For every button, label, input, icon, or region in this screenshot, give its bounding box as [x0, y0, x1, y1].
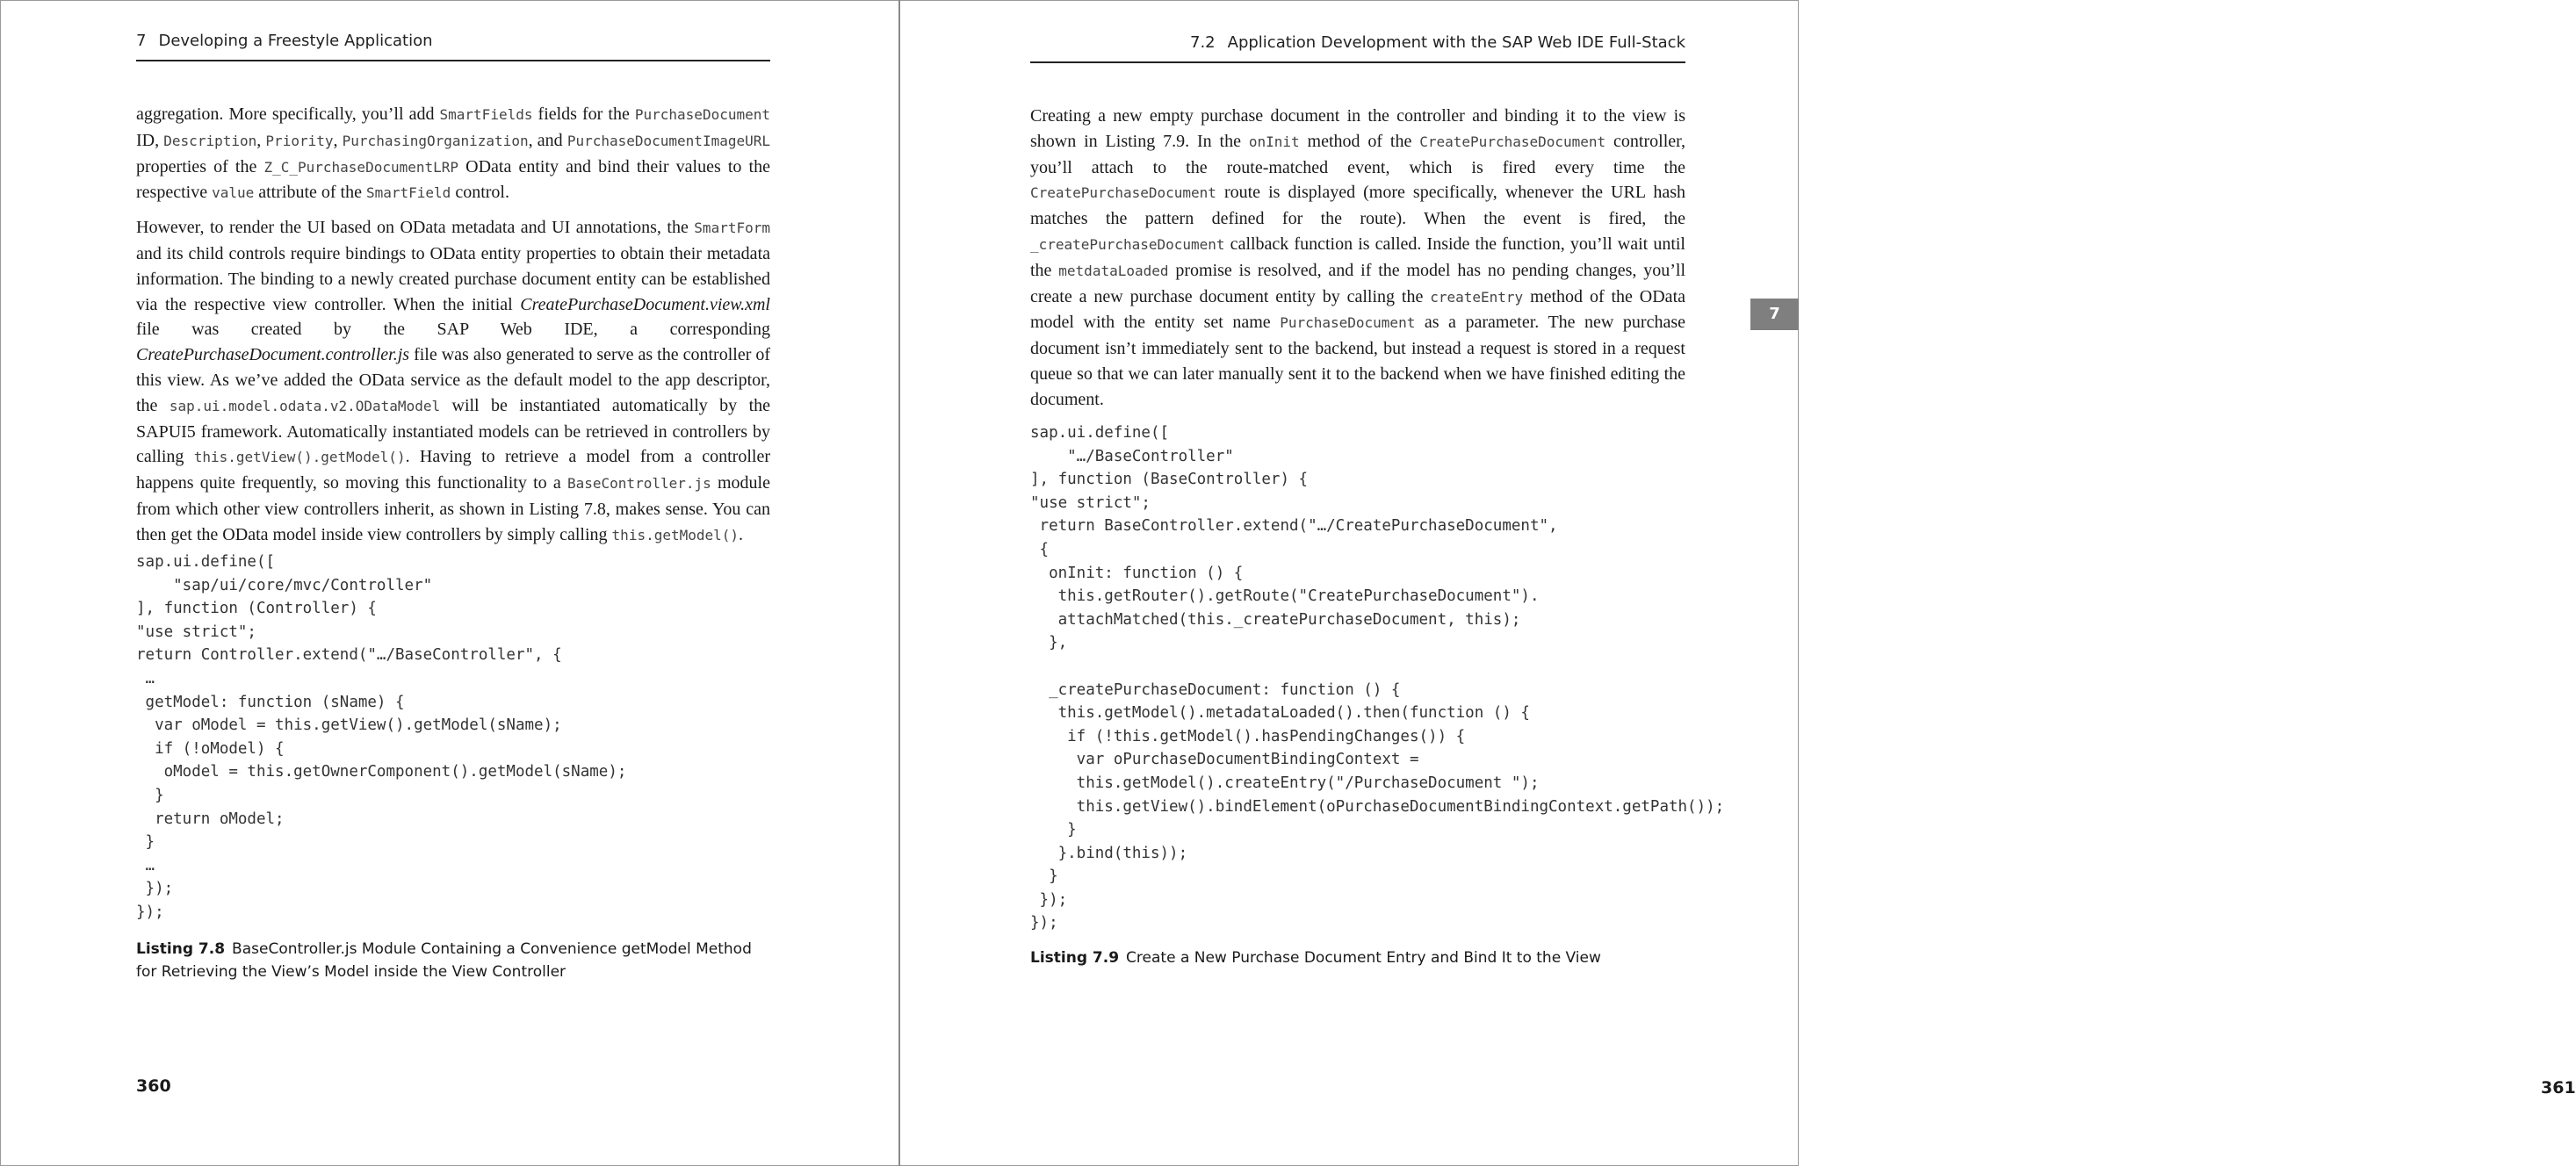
inline-code: Priority — [265, 132, 334, 149]
chapter-number: 7 — [136, 32, 147, 50]
text-run: file was also generated to serve as the controller of this view. As we’ve added the OData service as the default model to the app descriptor, the — [136, 345, 771, 415]
inline-code: PurchaseDocumentImageURL — [566, 132, 770, 149]
inline-code: PurchaseDocument — [634, 106, 770, 123]
running-header-right — [1030, 33, 1685, 63]
section-title: Application Development with the SAP Web IDE Full-Stack — [1227, 33, 1685, 52]
caption-label: Listing 7.8 — [136, 940, 226, 958]
text-run: file was created by the SAP Web IDE, a corresponding — [136, 320, 770, 340]
text-run: Creating a new empty purchase document in the controller and binding it to the view is shown in Listing 7.9. In the — [1030, 106, 1685, 151]
text-run: , — [333, 130, 343, 150]
inline-code: this.getModel() — [611, 526, 740, 543]
listing-caption-7-9 — [1030, 946, 1685, 969]
inline-code: SmartFields — [439, 106, 533, 123]
listing-caption-7-8 — [136, 938, 770, 983]
inline-code: onInit — [1248, 133, 1300, 150]
text-run: and its child controls require bindings to OData entity properties to obtain their metadata information. The binding to a newly created purchase document entity can be established via the respective view controller. When the initial — [136, 243, 770, 314]
text-run: fields for the — [532, 104, 635, 124]
text-run: However, to render the UI based on OData metadata and UI annotations, the — [136, 218, 695, 238]
page-number-left: 360 — [136, 1076, 171, 1096]
text-run: promise is resolved, and if the model has no pending changes, you’ll create a new purchase document entity by calling the — [1030, 260, 1685, 306]
left-paragraph-2 — [136, 215, 770, 548]
right-paragraph-1 — [1030, 104, 1685, 413]
italic-filename: CreatePurchaseDocument.view.xml — [520, 294, 770, 314]
code-listing-7-9: sap.ui.define([ "…/BaseController" ], function (BaseController) { "use strict"; return BaseController.extend("…/CreatePurchaseDocument", { onInit: function () { this.getRouter().getRoute("CreatePurchaseDocument"). attachMatched(this._createPurchaseDocument, this); }, _createPurchaseDocument: function () { this.getModel().metadataLoaded().then(function () { if (!this.getModel().hasPendingChanges()) { var oPurchaseDocumentBindingContext = this.getModel().createEntry("/PurchaseDocument "); this.getView().bindElement(oPurchaseDocumentBindingContext.getPath()); } }.bind(this)); } }); }); — [1030, 424, 1725, 932]
text-run: OData entity and bind their values to the respective — [136, 156, 770, 203]
text-run: . Having to retrieve a model from a controller happens quite frequently, so moving this functionality to a — [136, 447, 770, 493]
inline-code: SmartField — [365, 184, 451, 202]
text-run: callback function is called. Inside the function, you’ll wait until the — [1030, 234, 1685, 280]
left-body-text — [136, 102, 770, 558]
inline-code: BaseController.js — [567, 475, 711, 493]
caption-text: Create a New Purchase Document Entry and Bind It to the View — [1126, 949, 1601, 967]
chapter-title: Developing a Freestyle Application — [158, 32, 433, 50]
text-run: method of the — [1299, 131, 1420, 151]
italic-filename: CreatePurchaseDocument.controller.js — [136, 345, 410, 365]
text-run: controller, you’ll attach to the route-matched event, which is fired every time the — [1030, 131, 1685, 177]
inline-code: Z_C_PurchaseDocumentLRP — [263, 158, 459, 176]
right-body-text — [1030, 104, 1685, 421]
running-header-left — [136, 32, 770, 61]
inline-code: sap.ui.model.odata.v2.ODataModel — [169, 397, 441, 414]
text-run: control. — [451, 183, 509, 203]
inline-code: createEntry — [1430, 288, 1524, 306]
text-run: , — [256, 130, 266, 150]
text-run: will be instantiated automatically by the SAPUI5 framework. Automatically instantiated models can be retrieved in controllers by calling — [136, 395, 770, 467]
inline-code: this.getView().getModel() — [193, 449, 406, 466]
page-number-right: 361 — [2541, 1078, 2576, 1098]
inline-code: value — [212, 184, 255, 202]
inline-code: PurchaseDocument — [1280, 314, 1416, 332]
inline-code: PurchasingOrganization — [342, 132, 529, 149]
text-run: route is displayed (more specifically, whenever the URL hash matches the pattern defined for the route). When the event is fired, the — [1030, 183, 1685, 229]
inline-code: CreatePurchaseDocument — [1030, 184, 1216, 202]
text-run: aggregation. More specifically, you’ll add — [136, 104, 440, 124]
left-paragraph-1 — [136, 102, 770, 206]
text-run: as a parameter. The new purchase document isn’t immediately sent to the backend, but instead a request is stored in a request queue so that we can later manually sent it to the backend when we have finished editing the document. — [1030, 313, 1685, 409]
caption-text: BaseController.js Module Containing a Convenience getModel Method for Retrieving the View’s Model inside the View Controller — [136, 940, 752, 981]
text-run: module from which other view controllers inherit, as shown in Listing 7.8, makes sense. You can then get the OData model inside view controllers by simply calling — [136, 473, 770, 544]
text-run: , and — [528, 130, 567, 150]
inline-code: _createPurchaseDocument — [1030, 235, 1225, 253]
section-number: 7.2 — [1190, 33, 1216, 52]
inline-code: SmartForm — [694, 220, 770, 237]
inline-code: CreatePurchaseDocument — [1419, 133, 1606, 150]
text-run: attribute of the — [254, 183, 366, 203]
inline-code: metdataLoaded — [1058, 262, 1169, 279]
left-page — [0, 0, 898, 1166]
code-listing-7-8: sap.ui.define([ "sap/ui/core/mvc/Controller" ], function (Controller) { "use strict"; return Controller.extend("…/BaseController", { … getModel: function (sName) { var oModel = this.getView().getModel(sName); if (!oModel) { oModel = this.getOwnerComponent().getModel(sName); } return oModel; } … }); }); — [136, 553, 627, 921]
text-run: ID, — [136, 130, 164, 150]
text-run: properties of the — [136, 156, 264, 176]
inline-code: Description — [163, 132, 257, 149]
text-run: . — [739, 524, 744, 544]
text-run: method of the OData model with the entity set name — [1030, 286, 1685, 333]
chapter-thumb-tab: 7 — [1750, 299, 1799, 330]
caption-label: Listing 7.9 — [1030, 949, 1120, 967]
